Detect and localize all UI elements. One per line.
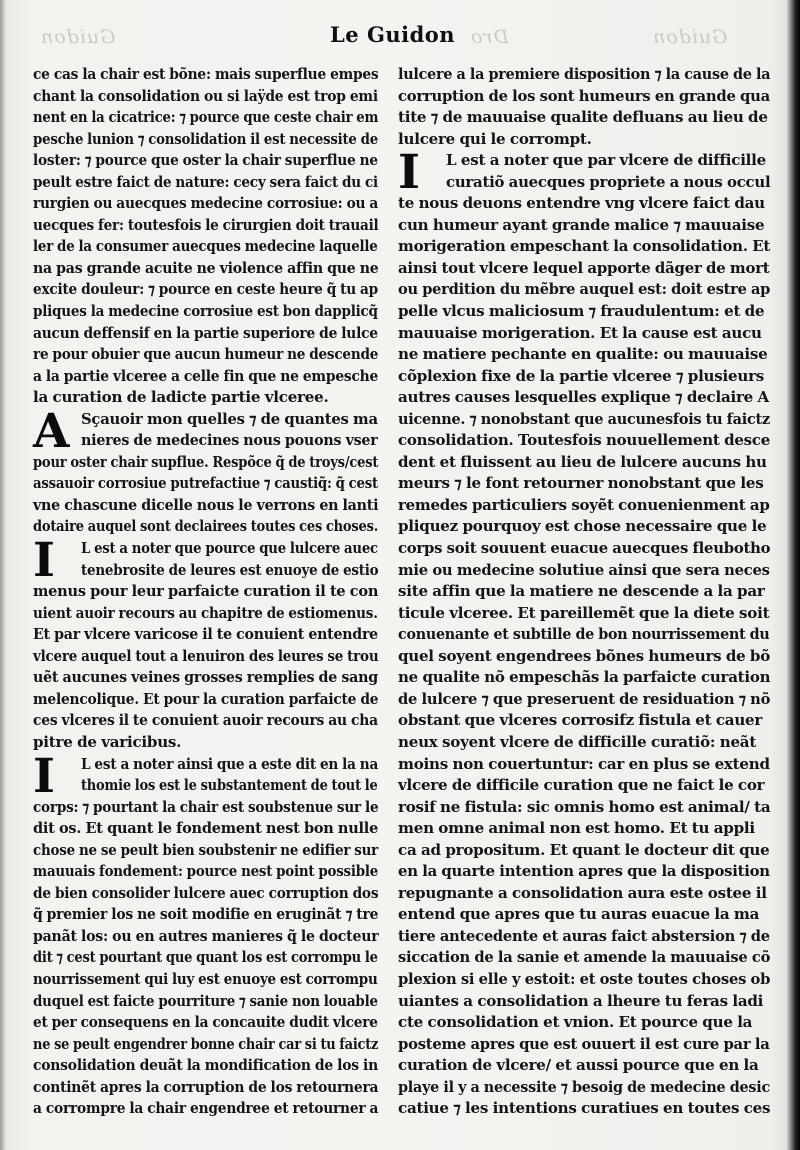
text-line: pitre de varicibus. xyxy=(33,732,182,751)
text-line: ce cas la chair est bõne: mais superflue empes xyxy=(33,65,379,83)
text-line: q̃ premier los ne soit modifie en eruginãt ⁊ tre xyxy=(33,905,379,924)
text-line: dit os. Et quant le fondement nest bon nulle xyxy=(33,819,379,838)
page-header xyxy=(0,18,800,54)
text-line: corruption de los sont humeurs en grande qua xyxy=(398,86,770,105)
text-line: nourrissement qui luy est enuoye est corrompu xyxy=(33,969,378,988)
bleed-through-text-right: Guidon xyxy=(652,26,728,48)
text-line: rosif ne fistula: sic omnis homo est animal/ ta xyxy=(398,797,771,816)
drop-initial: I xyxy=(398,145,420,201)
left-paragraph-1 xyxy=(33,64,378,409)
text-line: consolidation. Toutesfois nouuellement desce xyxy=(398,431,771,450)
text-line: catiue ⁊ les intentions curatiues en toutes ces xyxy=(398,1099,771,1118)
drop-initial: A xyxy=(33,403,70,459)
text-line: dit ⁊ cest pourtant que quant los est corrompu le xyxy=(33,948,378,967)
text-line: Sçauoir mon quelles ⁊ de quantes ma xyxy=(81,409,378,428)
text-line: la curation de ladicte partie vlceree. xyxy=(33,388,329,407)
text-line: curatiõ auecques propriete a nous occul xyxy=(446,172,771,191)
text-line: lulcere a la premiere disposition ⁊ la cause de la xyxy=(398,65,771,83)
text-line: nieres de medecines nous pouons vser xyxy=(81,431,378,450)
text-line: ou perdition du mẽbre auquel est: doit estre ap xyxy=(398,280,771,299)
text-line: mauuaise morigeration. Et la cause est aucu xyxy=(398,323,762,342)
text-line: Et par vlcere varicose il te conuient entendre xyxy=(33,625,378,644)
text-line: mauuais fondement: pource nest point possible xyxy=(33,862,379,881)
text-line: dent et fluissent au lieu de lulcere aucuns hu xyxy=(398,452,767,471)
text-line: nent en la cicatrice: ⁊ pource que ceste chair em xyxy=(33,108,379,127)
text-line: ne qualite nõ empeschãs la parfaicte curation xyxy=(398,668,771,687)
text-line: re pour obuier que aucun humeur ne descende xyxy=(33,345,379,364)
text-line: remedes particuliers soyẽt conuenienment ap xyxy=(398,495,770,514)
text-line: a la partie vlceree a celle fin que ne empesche xyxy=(33,366,379,385)
text-line: cun humeur ayant grande malice ⁊ mauuaise xyxy=(398,215,765,234)
right-text-column xyxy=(398,64,770,1120)
text-line: panãt los: ou en autres manieres q̃ le docteur xyxy=(33,926,379,945)
text-line: de lulcere ⁊ que preseruent de residuation ⁊ nõ xyxy=(398,689,771,708)
text-line: morigeration empeschant la consolidation. Et xyxy=(398,237,771,256)
text-line: dotaire auquel sont declairees toutes ces choses. xyxy=(33,517,379,536)
text-line: ainsi tout vlcere lequel apporte dãger de mort xyxy=(398,258,770,277)
text-line: obstant que vlceres corrosifz fistula et cauer xyxy=(398,711,763,730)
text-line: de bien consolider lulcere auec corruption dos xyxy=(33,883,379,902)
right-paragraph-1 xyxy=(398,64,770,150)
text-line: corps: ⁊ pourtant la chair est soubstenue sur le xyxy=(33,797,379,816)
text-line: aucun deffensif en la partie superiore de lulce xyxy=(33,323,378,342)
left-paragraph-4 xyxy=(33,748,379,1120)
text-line: siccation de la sanie et amende la mauuaise cõ xyxy=(398,948,771,967)
text-line: thomie los est le substantement de tout le xyxy=(81,776,378,795)
text-line: en la quarte intention apres que la disposition xyxy=(398,862,770,881)
text-line: men omne animal non est homo. Et tu appli xyxy=(398,819,755,838)
text-line: meurs ⁊ le font retourner nonobstant que les xyxy=(398,474,764,493)
text-line: tite ⁊ de mauuaise qualite defluans au lieu de xyxy=(398,108,768,127)
text-line: a corrompre la chair engendree et retourner a xyxy=(33,1099,379,1118)
text-line: tiere antecedente et auras faict abstersion ⁊ de xyxy=(398,926,770,945)
text-line: menus pour leur parfaicte curation il te con xyxy=(33,582,379,601)
page-left-edge-shadow xyxy=(0,0,6,1150)
text-line: lulcere qui le corrompt. xyxy=(398,129,592,148)
text-line: vlcere de difficile curation que ne faict le cor xyxy=(398,776,765,795)
text-line: L est a noter que par vlcere de difficille xyxy=(446,151,767,170)
text-line: melencolique. Et pour la curation parfaicte de xyxy=(33,689,379,708)
text-line: uecques fer: toutesfois le cirurgien doit trauail xyxy=(33,215,379,234)
text-line: vne chascune dicelle nous le verrons en lanti xyxy=(33,495,379,514)
text-line: na pas grande acuite ne violence affin que ne xyxy=(33,258,379,277)
text-line: rurgien ou auecques medecine corrosiue: ou a xyxy=(33,194,379,213)
drop-initial: I xyxy=(33,748,55,804)
text-line: repugnante a consolidation aura este ostee il xyxy=(398,883,767,902)
left-text-column xyxy=(33,64,378,1120)
text-line: et per consequens en la concauite dudit vlcere xyxy=(33,1013,378,1032)
text-line: uiantes a consolidation a lheure tu feras ladi xyxy=(398,991,764,1010)
text-line: te nous deuons entendre vng vlcere faict dau xyxy=(398,194,765,213)
text-line: corps soit souuent euacue auecques fleubotho xyxy=(398,539,771,558)
text-line: loster: ⁊ pource que oster la chair superflue ne xyxy=(33,151,378,170)
text-line: uicenne. ⁊ nonobstant que aucunesfois tu faictz xyxy=(398,409,770,428)
text-line: playe il y a necessite ⁊ besoig de medecine desic xyxy=(398,1077,771,1096)
text-line: posteme apres que est ouuert il est cure par la xyxy=(398,1034,770,1053)
text-line: pliques la medecine corrosiue est bon dapplicq̃ xyxy=(33,302,378,321)
drop-initial: I xyxy=(33,533,55,589)
text-line: chose ne se peult bien soubstenir ne edifier sur xyxy=(33,840,379,859)
text-line: L est a noter ainsi que a este dit en la na xyxy=(81,754,379,773)
text-line: site affin que la matiere ne descende a la par xyxy=(398,582,765,601)
running-title: Le Guidon xyxy=(330,22,456,47)
text-line: assauoir corrosiue putrefactiue ⁊ caustiq̃: q̃ cest xyxy=(33,474,378,493)
text-line: uẽt aucunes veines grosses remplies de sang xyxy=(33,668,378,687)
text-line: cte consolidation et vnion. Et pource que la xyxy=(398,1013,753,1032)
text-line: ces vlceres il te conuient auoir recours au cha xyxy=(33,711,378,730)
text-line: uient auoir recours au chapitre de estiomenus. xyxy=(33,603,378,622)
text-line: chant la consolidation ou si laÿde est trop emi xyxy=(33,86,378,105)
right-paragraph-2 xyxy=(398,145,771,1120)
text-line: duquel est faicte pourriture ⁊ sanie non louable xyxy=(33,991,378,1010)
left-paragraph-3 xyxy=(33,533,379,753)
text-line: excite douleur: ⁊ pource en ceste heure q̃ tu ap xyxy=(33,280,379,299)
text-line: pesche lunion ⁊ consolidation il est necessite de xyxy=(33,129,378,148)
bleed-through-text-center: Dro xyxy=(470,26,509,48)
text-line: ne matiere pechante en qualite: ou mauuaise xyxy=(398,345,768,364)
text-line: autres causes lesquelles explique ⁊ declaire A xyxy=(398,388,770,407)
text-line: ca ad propositum. Et quant le docteur dit que xyxy=(398,840,770,859)
text-line: quel soyent engendrees bõnes humeurs de bõ xyxy=(398,646,771,665)
text-line: tenebrosite de leures est enuoye de estio xyxy=(81,560,379,579)
text-line: curation de vlcere/ et aussi pource que en la xyxy=(398,1056,759,1075)
text-line: consolidation deuãt la mondification de los in xyxy=(33,1056,379,1075)
text-line: ne se peult engendrer bonne chair car si tu faictz xyxy=(33,1034,379,1053)
left-paragraph-2 xyxy=(33,403,379,538)
text-line: pour oster chair supflue. Respõce q̃ de troys/cest xyxy=(33,452,379,471)
text-line: moins non couertuntur: car en plus se extend xyxy=(398,754,770,773)
text-line: ler de la consumer auecques medecine laquelle xyxy=(33,237,378,256)
text-line: continẽt apres la corruption de los retournera xyxy=(33,1077,379,1096)
text-line: pliquez pourquoy est chose necessaire que le xyxy=(398,517,767,536)
text-line: conuenante et subtille de bon nourrissement du xyxy=(398,625,770,644)
text-line: neux soyent vlcere de difficille curatiõ: neãt xyxy=(398,732,757,751)
text-line: mie ou medecine solutiue ainsi que sera neces xyxy=(398,560,770,579)
text-line: peult estre faict de nature: cecy sera faict du ci xyxy=(33,172,378,191)
text-line: ticule vlceree. Et pareillemẽt que la diete soit xyxy=(398,603,770,622)
text-line: pelle vlcus maliciosum ⁊ fraudulentum: et de xyxy=(398,302,765,321)
bleed-through-text-left: Guidon xyxy=(40,26,116,48)
text-line: L est a noter que pource que lulcere auec xyxy=(81,539,378,558)
text-line: entend que apres que tu auras euacue la ma xyxy=(398,905,760,924)
text-line: plexion si elle y estoit: et oste toutes choses ob xyxy=(398,969,771,988)
text-line: vlcere auquel tout a lenuiron des leures se trou xyxy=(33,646,379,665)
text-line: cõplexion fixe de la partie vlceree ⁊ plusieurs xyxy=(398,366,765,385)
